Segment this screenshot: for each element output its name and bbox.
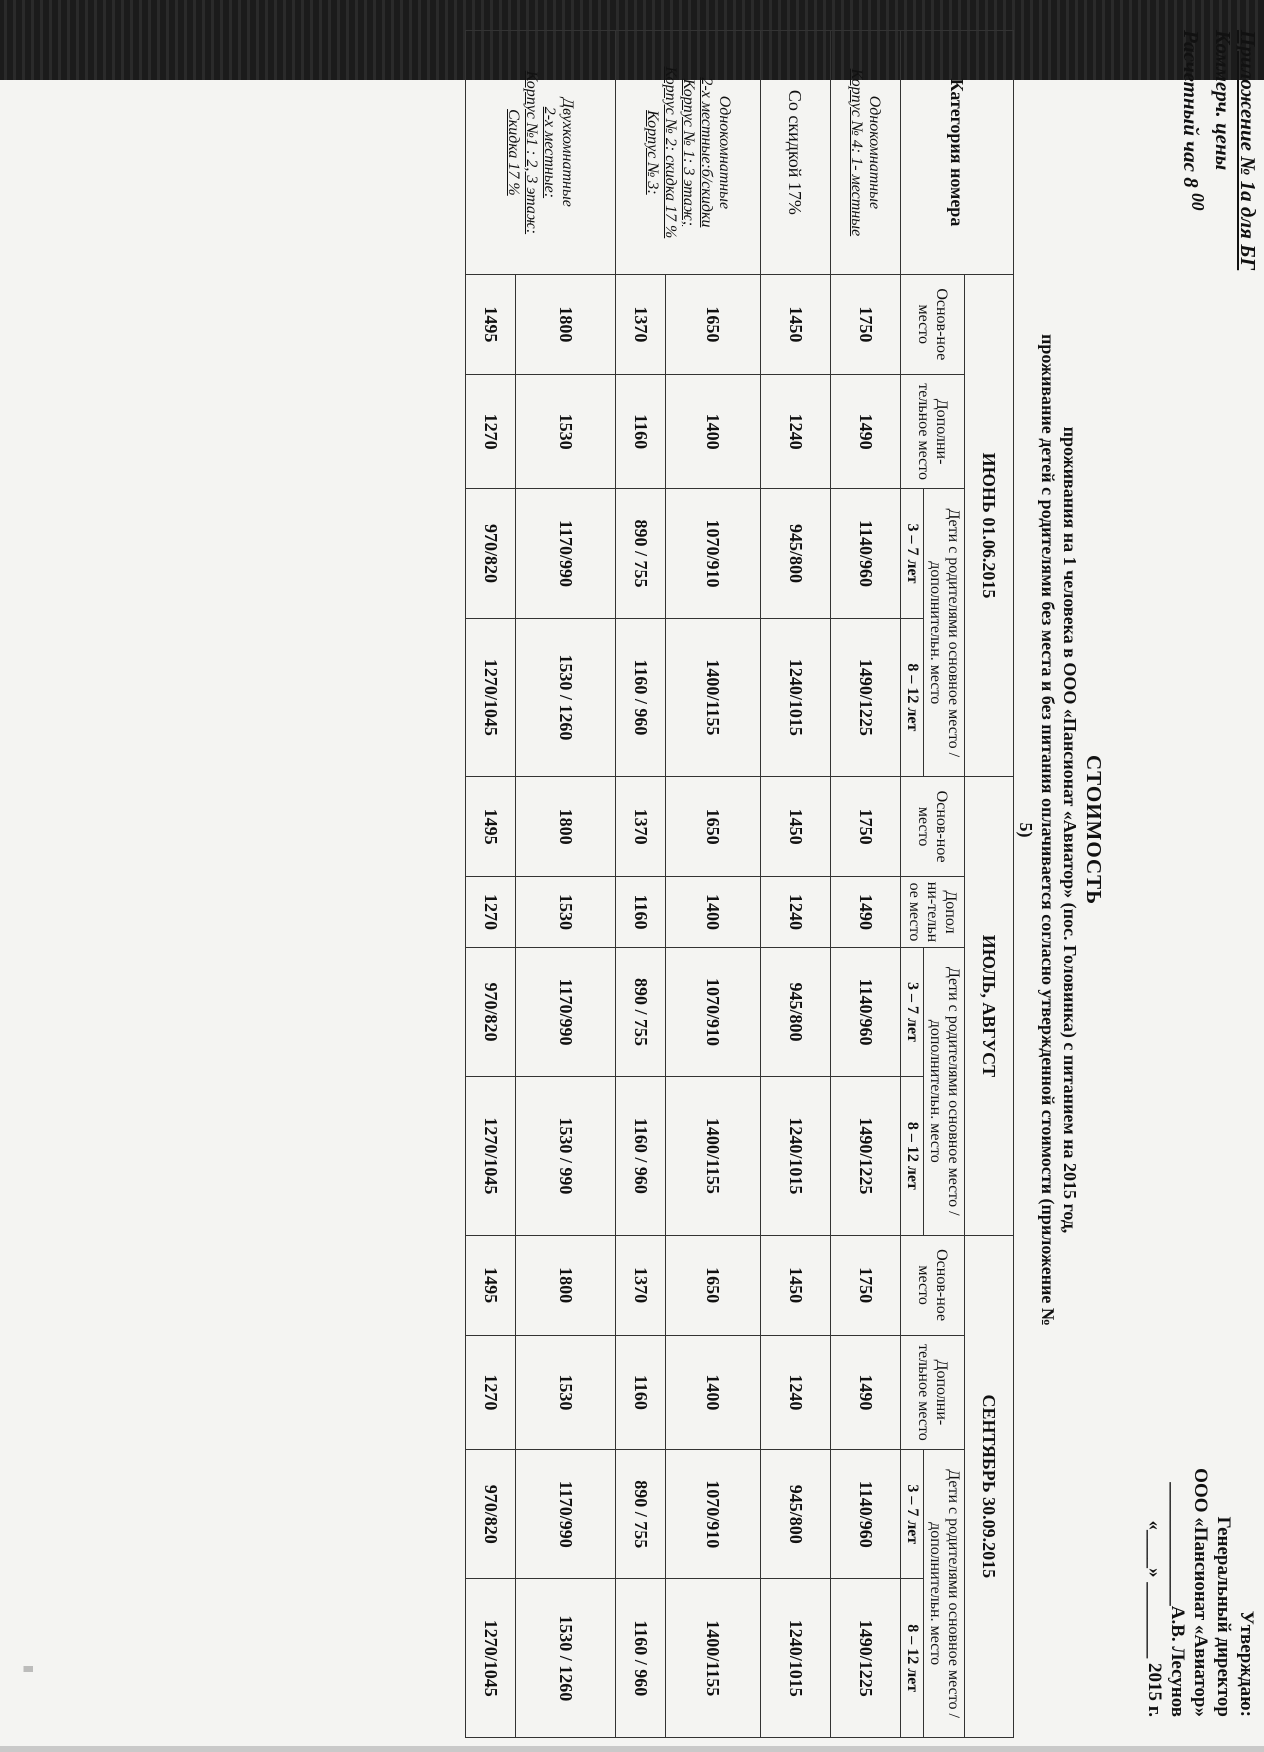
price-cell: 1750 xyxy=(831,777,901,877)
price-cell: 1490 xyxy=(831,1335,901,1450)
price-cell-discount: 1270/1045 xyxy=(466,1077,516,1236)
document-heading xyxy=(1015,330,1106,1330)
approver-position: Генеральный директор xyxy=(1213,1516,1234,1717)
room-category-line: Скидка 17 % xyxy=(505,109,523,196)
approval-date: «____» ________ 2015 г. xyxy=(1144,1520,1165,1717)
price-cell: 1800 xyxy=(516,274,616,374)
price-cell-discount: 1270 xyxy=(466,1335,516,1450)
age-3-7: 3 – 7 лет xyxy=(901,489,924,618)
checkout-note xyxy=(1178,30,1210,270)
price-cell: 945/800 xyxy=(761,947,831,1076)
price-cell: 1450 xyxy=(761,777,831,877)
table-row xyxy=(516,31,616,1738)
price-cell-discount: 1370 xyxy=(616,274,666,374)
price-cell: 1650 xyxy=(666,777,761,877)
price-cell-discount: 1370 xyxy=(616,777,666,877)
approver-signature: _____________А.В. Лесунов xyxy=(1167,1482,1188,1717)
age-3-7: 3 – 7 лет xyxy=(901,947,924,1076)
price-cell-discount: 1495 xyxy=(466,777,516,877)
room-category xyxy=(616,31,761,275)
column-header-row xyxy=(924,31,965,1738)
period-september: СЕНТЯБРЬ 30.09.2015 xyxy=(965,1235,1014,1737)
price-cell-discount: 1160 / 960 xyxy=(616,1579,666,1738)
price-cell: 1490/1225 xyxy=(831,1579,901,1738)
price-cell: 1170/990 xyxy=(516,947,616,1076)
price-cell: 1240 xyxy=(761,1335,831,1450)
col-extra-place: Дополни-тельное место xyxy=(901,1335,965,1450)
price-cell: 1140/960 xyxy=(831,947,901,1076)
price-cell-discount: 1160 xyxy=(616,1335,666,1450)
price-cell: 1750 xyxy=(831,1235,901,1335)
checkout-hour: Расчетный час 8 xyxy=(1179,30,1203,188)
period-july-august: ИЮЛЬ, АВГУСТ xyxy=(965,777,1014,1235)
price-cell-discount: 1270 xyxy=(466,374,516,489)
price-cell: 1240 xyxy=(761,374,831,489)
price-cell-discount: 1495 xyxy=(466,1235,516,1335)
room-category xyxy=(761,31,831,275)
price-cell: 1400/1155 xyxy=(666,618,761,777)
price-cell: 1400 xyxy=(666,1335,761,1450)
price-cell: 1450 xyxy=(761,1235,831,1335)
room-category-line: Двухкомнатные xyxy=(559,97,577,207)
price-cell: 945/800 xyxy=(761,489,831,618)
appendix-note: Приложение № 1а для БГ xyxy=(1236,30,1260,271)
table-row xyxy=(831,31,901,1738)
category-header: Категория номера xyxy=(901,31,1014,275)
table-row-discount xyxy=(466,31,516,1738)
price-cell: 1530 xyxy=(516,1335,616,1450)
price-cell-discount: 970/820 xyxy=(466,1450,516,1579)
room-category xyxy=(466,31,616,275)
price-cell-discount: 1160 xyxy=(616,374,666,489)
price-cell: 1170/990 xyxy=(516,489,616,618)
table-row xyxy=(761,31,831,1738)
price-cell: 1530 / 1260 xyxy=(516,618,616,777)
room-category-line: Корпус № 1: 3 этаж; xyxy=(680,78,697,227)
price-cell: 1240 xyxy=(761,877,831,948)
room-category-line: 2-х местные: xyxy=(541,106,559,199)
price-cell-discount: 1270 xyxy=(466,877,516,948)
age-8-12: 8 – 12 лет xyxy=(901,1077,924,1236)
price-cell: 1650 xyxy=(666,1235,761,1335)
price-cell-discount: 1160 xyxy=(616,877,666,948)
price-cell-discount: 970/820 xyxy=(466,489,516,618)
price-cell-discount: 970/820 xyxy=(466,947,516,1076)
col-children: Дети с родителями основное место / дополнительн. место xyxy=(924,489,965,777)
scan-tick-marks: ||| xyxy=(23,1665,34,1672)
scanner-edge-light xyxy=(0,1746,1264,1752)
price-cell: 1240/1015 xyxy=(761,1077,831,1236)
table-row xyxy=(666,31,761,1738)
room-category-line: Корпус №1 : 2, 3 этаж: xyxy=(523,70,541,235)
price-cell: 1490 xyxy=(831,374,901,489)
room-category-line: Корпус № 3: xyxy=(644,110,661,195)
col-extra-place: Допол ни-тельн ое место xyxy=(901,877,965,948)
approver-name: А.В. Лесунов xyxy=(1167,1605,1188,1717)
approval-block xyxy=(1143,1437,1258,1717)
age-3-7: 3 – 7 лет xyxy=(901,1450,924,1579)
price-cell: 1140/960 xyxy=(831,489,901,618)
room-category xyxy=(831,31,901,275)
heading-line-2: проживание детей с родителями без места и без питания оплачивается согласно утвержденной стоимости (приложение № 5) xyxy=(1016,333,1058,1327)
room-category-line: Корпус № 4: 1- местные xyxy=(848,68,866,237)
price-cell-discount: 1370 xyxy=(616,1235,666,1335)
price-cell-discount: 1270/1045 xyxy=(466,618,516,777)
room-category-line: Со скидкой 17% xyxy=(785,89,806,215)
price-cell: 1530 / 990 xyxy=(516,1077,616,1236)
price-cell: 1240/1015 xyxy=(761,618,831,777)
price-cell: 1650 xyxy=(666,274,761,374)
room-category-line: Однокомнатные xyxy=(716,95,733,210)
price-cell: 1750 xyxy=(831,274,901,374)
price-cell: 945/800 xyxy=(761,1450,831,1579)
price-cell: 1490/1225 xyxy=(831,618,901,777)
price-cell: 1490 xyxy=(831,877,901,948)
document-title: СТОИМОСТЬ xyxy=(1082,754,1106,906)
price-cell: 1800 xyxy=(516,1235,616,1335)
price-cell: 1490/1225 xyxy=(831,1077,901,1236)
price-cell: 1400 xyxy=(666,374,761,489)
price-cell: 1400/1155 xyxy=(666,1077,761,1236)
price-cell-discount: 890 / 755 xyxy=(616,947,666,1076)
period-june: ИЮНЬ 01.06.2015 xyxy=(965,274,1014,776)
price-cell: 1400/1155 xyxy=(666,1579,761,1738)
price-cell: 1140/960 xyxy=(831,1450,901,1579)
col-main-place: Основ-ное место xyxy=(901,1235,965,1335)
age-8-12: 8 – 12 лет xyxy=(901,1579,924,1738)
col-extra-place: Дополни-тельное место xyxy=(901,374,965,489)
price-cell: 1400 xyxy=(666,877,761,948)
price-cell: 1070/910 xyxy=(666,489,761,618)
commercial-note: Коммерч. цены xyxy=(1211,30,1235,171)
price-cell-discount: 1160 / 960 xyxy=(616,618,666,777)
age-8-12: 8 – 12 лет xyxy=(901,618,924,777)
price-cell: 1530 xyxy=(516,374,616,489)
price-cell-discount: 1270/1045 xyxy=(466,1579,516,1738)
table-row-discount xyxy=(616,31,666,1738)
price-cell: 1070/910 xyxy=(666,1450,761,1579)
room-category-line: Корпус № 2: скидка 17 % xyxy=(662,66,679,239)
price-table xyxy=(465,30,1014,1738)
notes-block xyxy=(1178,30,1260,270)
price-cell: 1240/1015 xyxy=(761,1579,831,1738)
price-cell-discount: 1160 / 960 xyxy=(616,1077,666,1236)
price-cell-discount: 890 / 755 xyxy=(616,489,666,618)
room-category-line: Однокомнатные xyxy=(866,95,884,210)
price-cell: 1530 xyxy=(516,877,616,948)
checkout-minutes: 00 xyxy=(1188,192,1208,211)
price-cell: 1530 / 1260 xyxy=(516,1579,616,1738)
heading-line-1: проживания на 1 человека в ООО «Пансионат «Авиатор» (пос. Головинка) с питанием на 2015 год, xyxy=(1060,426,1080,1234)
room-category-line: 2-х местные:б/скидки xyxy=(698,77,715,228)
col-children: Дети с родителями основное место / дополнительн. место xyxy=(924,1450,965,1738)
period-header-row xyxy=(965,31,1014,1738)
approve-label: Утверждаю: xyxy=(1236,1610,1257,1717)
col-main-place: Основ-ное место xyxy=(901,777,965,877)
price-cell: 1800 xyxy=(516,777,616,877)
price-cell-discount: 890 / 755 xyxy=(616,1450,666,1579)
price-table-body xyxy=(466,31,901,1738)
price-cell-discount: 1495 xyxy=(466,274,516,374)
price-cell: 1070/910 xyxy=(666,947,761,1076)
price-cell: 1450 xyxy=(761,274,831,374)
col-children: Дети с родителями основное место / дополнительн. место xyxy=(924,947,965,1235)
col-main-place: Основ-ное место xyxy=(901,274,965,374)
approver-company: ООО «Пансионат «Авиатор» xyxy=(1190,1468,1211,1717)
price-cell: 1170/990 xyxy=(516,1450,616,1579)
